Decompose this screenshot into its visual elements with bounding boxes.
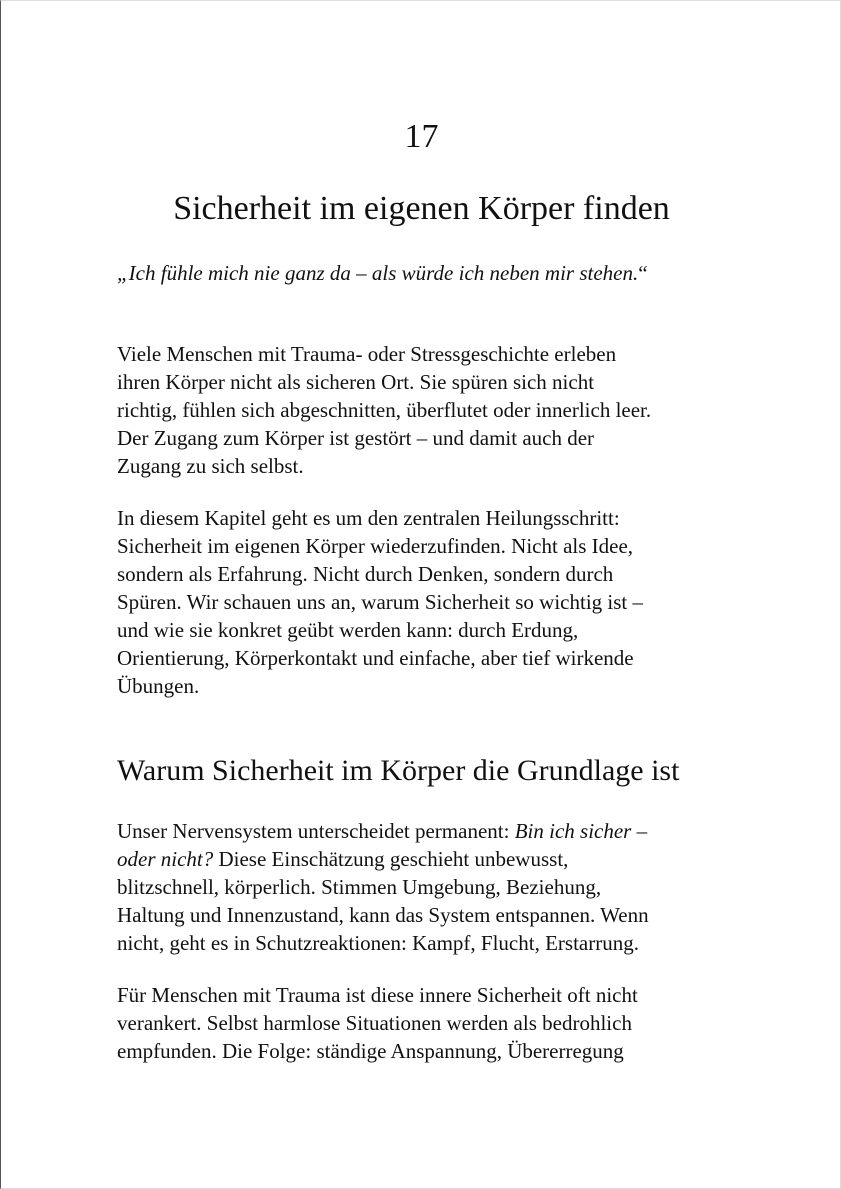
text-line: verankert. Selbst harmlose Situationen werden als bedrohlich (117, 1011, 632, 1035)
text-line: Zugang zu sich selbst. (117, 454, 304, 478)
text-line: sondern als Erfahrung. Nicht durch Denken, sondern durch (117, 562, 614, 586)
text-line: blitzschnell, körperlich. Stimmen Umgebung, Beziehung, (117, 875, 602, 899)
text-line: Viele Menschen mit Trauma- oder Stressgeschichte erleben (117, 342, 617, 366)
chapter-number: 17 (404, 118, 439, 155)
text-line: Orientierung, Körperkontakt und einfache, aber tief wirkende (117, 646, 634, 670)
text-line: Haltung und Innenzustand, kann das System entspannen. Wenn (117, 903, 649, 927)
italic-run: Bin ich sicher – (514, 819, 648, 843)
text-line: Übungen. (117, 674, 200, 698)
intro-paragraph-1 (117, 340, 737, 480)
intro-paragraph-2 (117, 504, 737, 700)
section-paragraph-1 (117, 817, 737, 957)
text-line: Sicherheit im eigenen Körper wiederzufinden. Nicht als Idee, (117, 534, 634, 558)
text-line: Für Menschen mit Trauma ist diese innere Sicherheit oft nicht (117, 983, 638, 1007)
text-line: richtig, fühlen sich abgeschnitten, überflutet oder innerlich leer. (117, 398, 652, 422)
text-line (117, 845, 737, 873)
epigraph-text: „Ich fühle mich nie ganz da – als würde ich neben mir stehen. (117, 261, 639, 285)
section-heading: Warum Sicherheit im Körper die Grundlage ist (117, 754, 680, 787)
chapter-title: Sicherheit im eigenen Körper finden (173, 190, 670, 227)
text-line: Spüren. Wir schauen uns an, warum Sicherheit so wichtig ist – (117, 590, 644, 614)
text-line: Der Zugang zum Körper ist gestört – und damit auch der (117, 426, 595, 450)
text-line: ihren Körper nicht als sicheren Ort. Sie spüren sich nicht (117, 370, 595, 394)
epigraph-close-quote: “ (638, 261, 648, 285)
text-run: Diese Einschätzung geschieht unbewusst, (213, 847, 569, 871)
text-line: nicht, geht es in Schutzreaktionen: Kampf, Flucht, Erstarrung. (117, 931, 639, 955)
section-paragraph-2 (117, 981, 737, 1065)
text-line (117, 817, 737, 845)
text-run: Unser Nervensystem unterscheidet permanent: (117, 819, 515, 843)
text-line: und wie sie konkret geübt werden kann: durch Erdung, (117, 618, 579, 642)
italic-run: oder nicht? (117, 847, 214, 871)
text-line: empfunden. Die Folge: ständige Anspannung, Übererregung (117, 1039, 624, 1063)
chapter-epigraph (117, 259, 737, 287)
text-line: In diesem Kapitel geht es um den zentralen Heilungsschritt: (117, 506, 620, 530)
